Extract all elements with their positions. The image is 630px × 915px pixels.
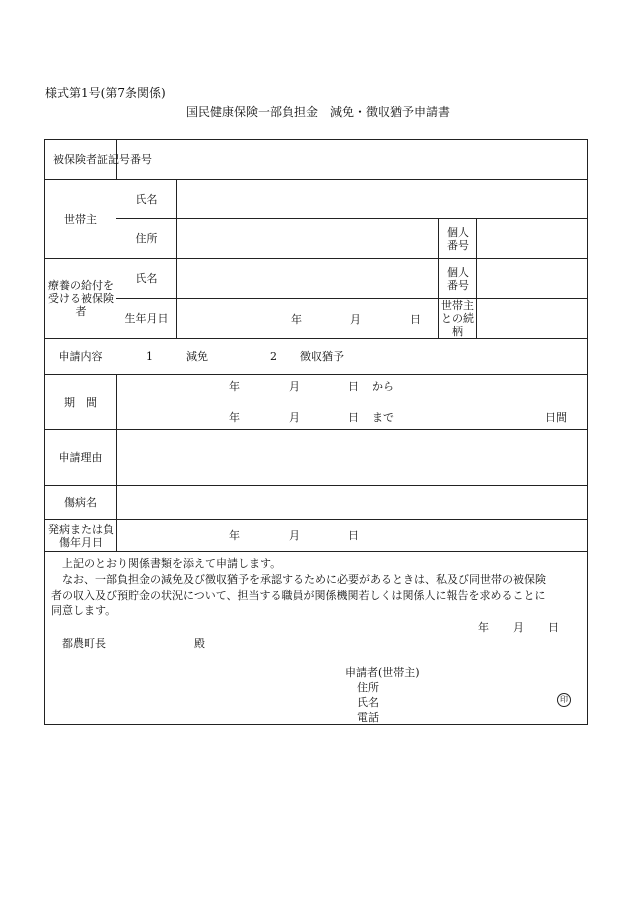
submission-day: 日 bbox=[548, 621, 559, 634]
householder-name-label: 氏名 bbox=[135, 192, 158, 206]
period-until-month: 月 bbox=[289, 411, 300, 424]
onset-day: 日 bbox=[348, 529, 359, 542]
addressee-honorific: 殿 bbox=[194, 637, 205, 650]
householder-personal-number-label: 個人番号 bbox=[447, 225, 469, 252]
form-title: 国民健康保険一部負担金 減免・徴収猶予申請書 bbox=[186, 105, 451, 119]
insured-number-label: 被保険者証記号番号 bbox=[53, 153, 152, 166]
householder-name-field[interactable] bbox=[177, 180, 587, 218]
applicant-phone-label: 電話 bbox=[357, 711, 379, 724]
patient-personal-number-field[interactable] bbox=[477, 259, 587, 298]
relationship-label: 世帯主との続柄 bbox=[441, 299, 474, 338]
period-until-day: 日 bbox=[348, 411, 359, 424]
onset-year: 年 bbox=[229, 529, 240, 542]
relationship-field[interactable] bbox=[477, 299, 587, 338]
disease-name-label: 傷病名 bbox=[64, 496, 97, 509]
disease-name-field[interactable] bbox=[117, 486, 587, 519]
birthdate-label: 生年月日 bbox=[124, 312, 169, 325]
declaration-line3: 者の収入及び預貯金の状況について、担当する職員が関係機関若しくは関係人に報告を求めることに bbox=[51, 589, 546, 602]
declaration-line2: なお、一部負担金の減免及び徴収猶予を承認するために必要があるときは、私及び同世帯の被保険 bbox=[62, 573, 546, 586]
onset-month: 月 bbox=[289, 529, 300, 542]
birthdate-month: 月 bbox=[350, 313, 361, 326]
submission-year: 年 bbox=[478, 621, 489, 634]
option1-label[interactable]: 減免 bbox=[186, 350, 208, 363]
patient-name-label: 氏名 bbox=[135, 272, 158, 285]
option2-label[interactable]: 徴収猶予 bbox=[300, 350, 344, 363]
birthdate-day: 日 bbox=[410, 313, 421, 326]
period-from-month: 月 bbox=[289, 380, 300, 393]
applicant-heading: 申請者(世帯主) bbox=[345, 666, 420, 679]
addressee-mayor: 都農町長 bbox=[62, 637, 106, 650]
application-content-label: 申請内容 bbox=[58, 350, 103, 363]
option2-number: 2 bbox=[270, 350, 277, 363]
period-from-suffix: から bbox=[372, 380, 394, 393]
seal-icon: 印 bbox=[557, 693, 571, 707]
declaration-line4: 同意します。 bbox=[51, 604, 117, 617]
householder-label: 世帯主 bbox=[64, 212, 97, 226]
householder-address-field[interactable] bbox=[177, 219, 438, 258]
applicant-address-label: 住所 bbox=[357, 681, 379, 694]
period-days-suffix: 日間 bbox=[545, 411, 567, 424]
applicant-name-label: 氏名 bbox=[357, 696, 379, 709]
householder-address-label: 住所 bbox=[135, 232, 158, 245]
insured-number-field[interactable] bbox=[117, 140, 587, 179]
submission-month: 月 bbox=[513, 621, 524, 634]
period-from-day: 日 bbox=[348, 380, 359, 393]
period-until-suffix: まで bbox=[372, 411, 394, 424]
form-number: 様式第1号(第7条関係) bbox=[45, 86, 166, 100]
patient-name-field[interactable] bbox=[177, 259, 438, 298]
onset-date-label: 発病または負傷年月日 bbox=[48, 522, 114, 549]
householder-personal-number-field[interactable] bbox=[477, 219, 587, 258]
patient-personal-number-label: 個人番号 bbox=[447, 265, 469, 292]
period-label: 期 間 bbox=[64, 395, 97, 409]
patient-label: 療養の給付を受ける被保険者 bbox=[48, 279, 114, 318]
declaration-line1: 上記のとおり関係書類を添えて申請します。 bbox=[62, 557, 282, 570]
reason-field[interactable] bbox=[117, 430, 587, 485]
option1-number: 1 bbox=[146, 350, 153, 363]
reason-label: 申請理由 bbox=[58, 451, 103, 464]
period-from-year: 年 bbox=[229, 380, 240, 393]
birthdate-year: 年 bbox=[291, 313, 302, 326]
period-until-year: 年 bbox=[229, 411, 240, 424]
